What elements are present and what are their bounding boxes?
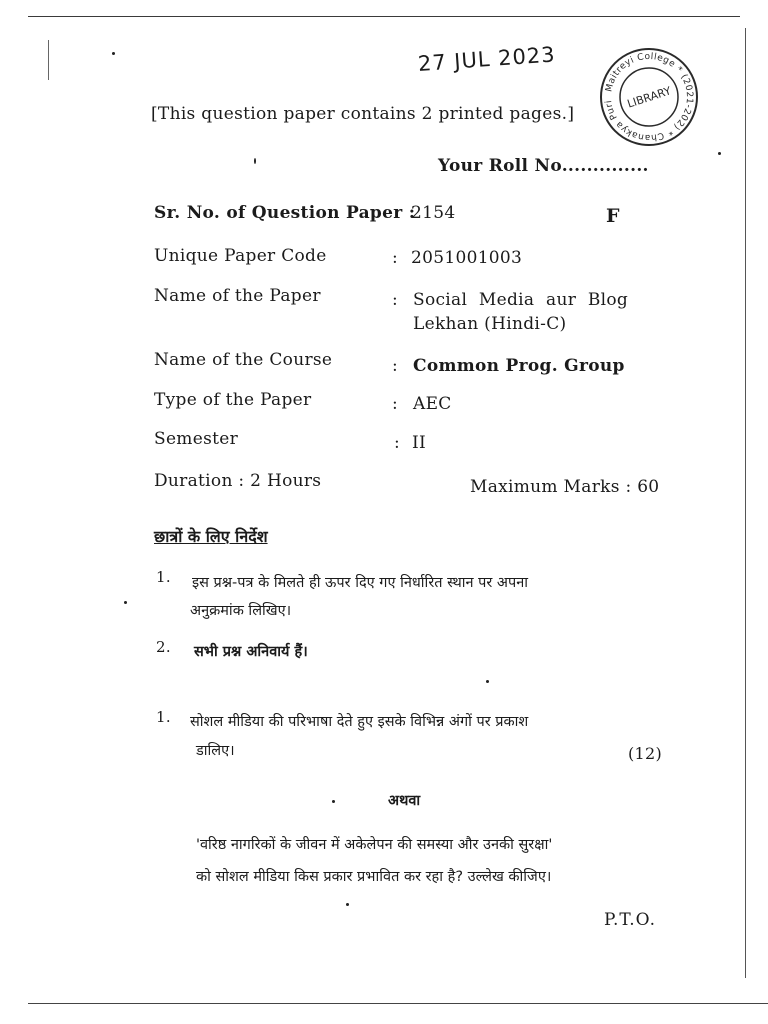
date-stamp: 27 JUL 2023: [417, 42, 557, 76]
svg-text:LIBRARY: LIBRARY: [625, 84, 673, 111]
instruction-text-line2: अनुक्रमांक लिखिए।: [190, 603, 292, 619]
detail-label-semester: Semester: [154, 429, 239, 449]
instruction-text: सभी प्रश्न अनिवार्य हैं।: [194, 644, 308, 660]
detail-colon-paper-type: :: [392, 394, 399, 414]
detail-value-paper-type: AEC: [413, 394, 452, 414]
page-edge-top: [28, 16, 740, 17]
question-text: सोशल मीडिया की परिभाषा देते हुए इसके विभिन्न अंगों पर प्रकाश: [190, 714, 529, 730]
scan-speck: [332, 800, 335, 803]
roll-number-field: Your Roll No..............: [438, 156, 649, 176]
detail-label-course: Name of the Course: [154, 350, 333, 370]
detail-value-paper-name: Social Media aur Blog: [413, 290, 629, 310]
detail-label-sr-no: Sr. No. of Question Paper :: [154, 203, 416, 223]
scan-speck: [254, 158, 256, 164]
header-note: [This question paper contains 2 printed pages.]: [151, 104, 575, 124]
or-separator: अथवा: [388, 793, 421, 809]
detail-label-paper-type: Type of the Paper: [154, 390, 312, 410]
maximum-marks: Maximum Marks : 60: [470, 477, 660, 497]
instructions-heading: छात्रों के लिए निर्देश: [154, 527, 268, 546]
scan-speck: [346, 903, 349, 906]
detail-colon-course: :: [392, 356, 399, 376]
scan-speck: [486, 680, 489, 683]
detail-value-paper-code: 2051001003: [411, 248, 523, 268]
scan-speck: [112, 52, 115, 55]
page-edge-bottom: [28, 1003, 768, 1004]
page-edge-left-mark: [48, 40, 49, 80]
scan-speck: [124, 601, 127, 604]
detail-value-paper-name-line2: Lekhan (Hindi-C): [413, 314, 567, 334]
detail-label-paper-code: Unique Paper Code: [154, 246, 327, 266]
svg-text:Maitreyi College * (2021-202): Maitreyi College * (2021-202) * Chanakya Puri: [604, 51, 695, 143]
instruction-number: 1.: [156, 568, 171, 586]
set-letter: F: [606, 205, 620, 227]
detail-value-sr-no: 2154: [411, 203, 456, 223]
detail-colon-paper-name: :: [392, 290, 399, 310]
scan-speck: [718, 152, 721, 155]
instruction-number: 2.: [156, 638, 171, 656]
page-edge-right: [745, 28, 746, 978]
detail-value-semester: II: [412, 433, 427, 453]
question-number: 1.: [156, 708, 171, 726]
detail-value-course: Common Prog. Group: [413, 356, 625, 376]
please-turn-over: P.T.O.: [604, 910, 656, 930]
alternative-question-text-line2: को सोशल मीडिया किस प्रकार प्रभावित कर रहा है? उल्लेख कीजिए।: [196, 869, 552, 885]
question-marks: (12): [628, 744, 663, 763]
library-seal: [598, 46, 700, 148]
detail-colon-semester: :: [394, 433, 401, 453]
alternative-question-text: 'वरिष्ठ नागरिकों के जीवन में अकेलेपन की समस्या और उनकी सुरक्षा': [196, 837, 553, 853]
duration: Duration : 2 Hours: [154, 471, 322, 491]
instruction-text: इस प्रश्न-पत्र के मिलते ही ऊपर दिए गए निर्धारित स्थान पर अपना: [192, 575, 529, 591]
detail-colon-paper-code: :: [392, 248, 399, 268]
detail-label-paper-name: Name of the Paper: [154, 286, 321, 306]
question-text-line2: डालिए।: [196, 743, 235, 759]
